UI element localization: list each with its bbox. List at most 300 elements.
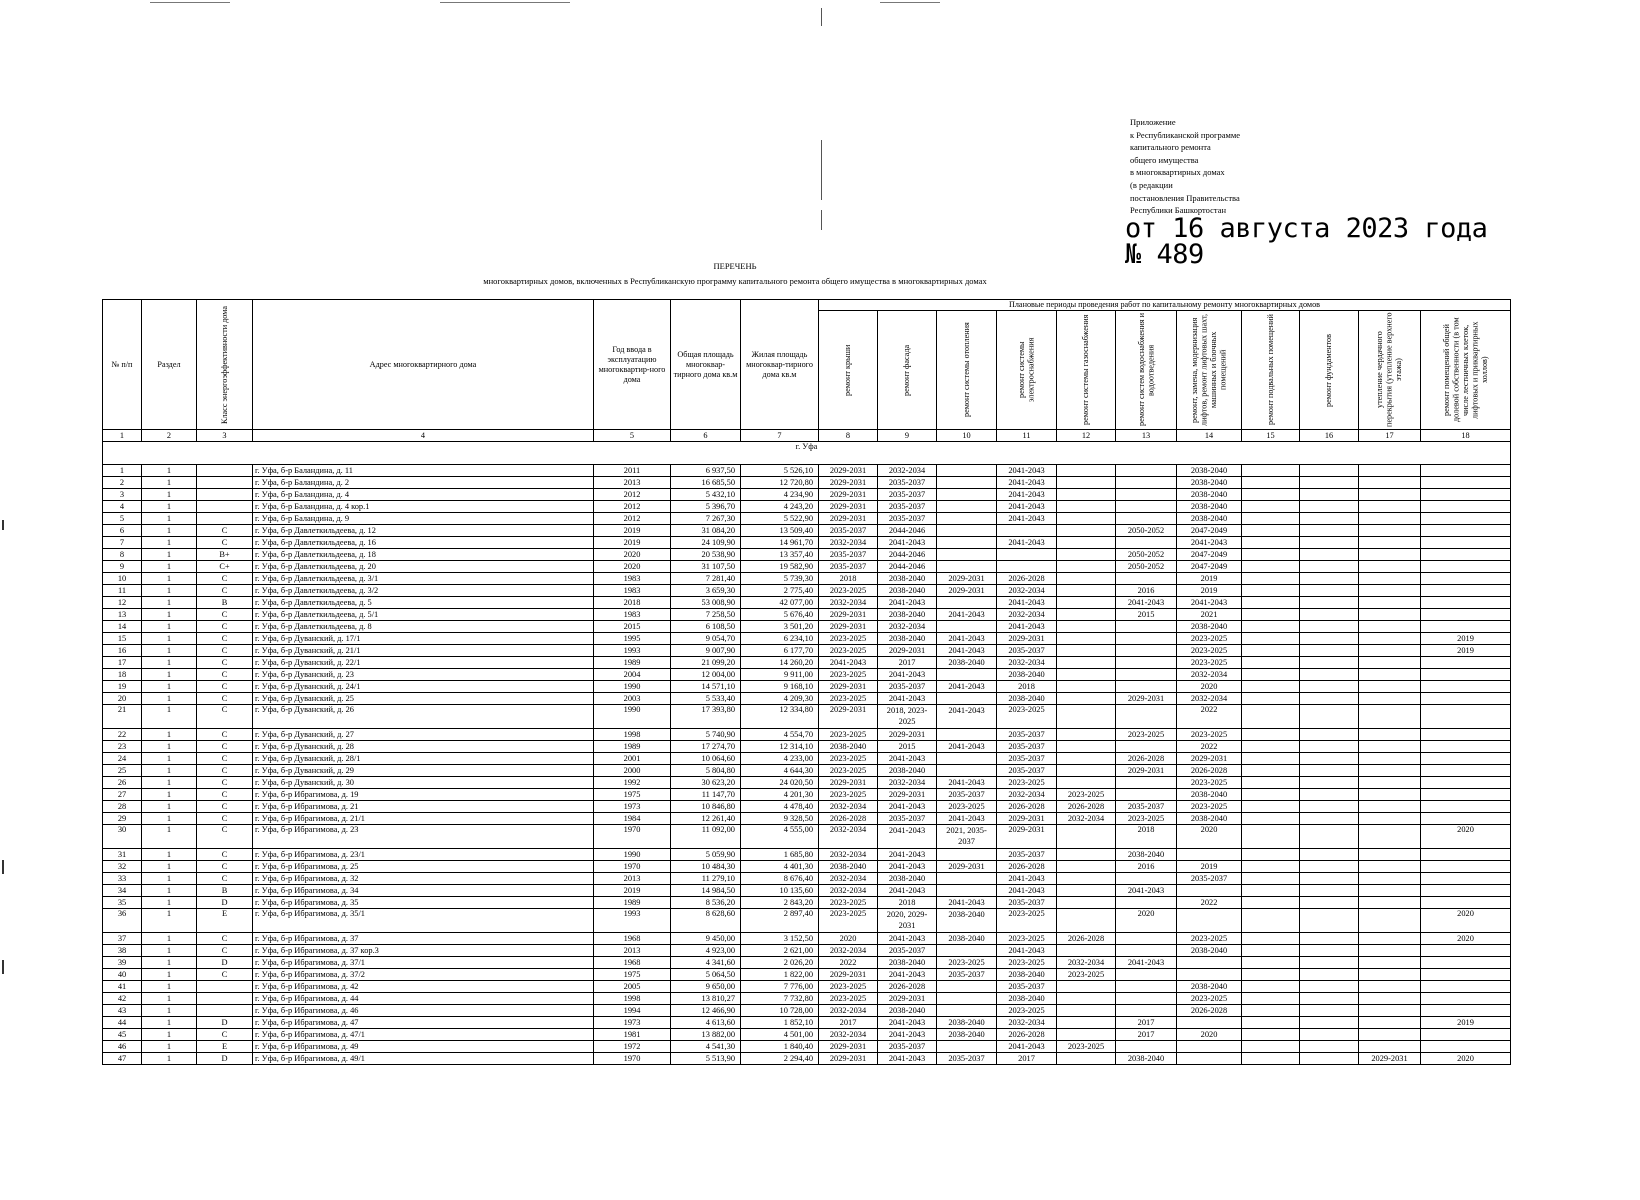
table-cell [1242, 753, 1300, 765]
table-cell: 2032-2034 [1057, 957, 1116, 969]
scan-artifact-line [440, 2, 570, 3]
table-cell [1242, 789, 1300, 801]
table-cell [1242, 1053, 1300, 1065]
table-cell [1359, 825, 1421, 849]
table-cell: 2023-2025 [819, 633, 878, 645]
table-cell: 26 [103, 777, 142, 789]
table-cell [1421, 537, 1511, 549]
table-cell: 2038-2040 [1177, 513, 1242, 525]
table-cell [1300, 597, 1359, 609]
header-section: Раздел [142, 300, 197, 430]
table-cell: 2015 [1116, 609, 1177, 621]
table-cell: 1995 [594, 633, 671, 645]
table-cell: 2 294,40 [741, 1053, 819, 1065]
table-cell: 1968 [594, 933, 671, 945]
table-cell [1359, 849, 1421, 861]
table-cell [1421, 489, 1511, 501]
table-cell: г. Уфа, б-р Баландина, д. 4 кор.1 [253, 501, 594, 513]
table-cell: 11 [103, 585, 142, 597]
table-cell [1359, 1005, 1421, 1017]
table-cell [1421, 729, 1511, 741]
table-cell: 1 852,10 [741, 1017, 819, 1029]
table-cell: 2038-2040 [878, 609, 937, 621]
table-cell: 5 676,40 [741, 609, 819, 621]
table-cell [1057, 873, 1116, 885]
table-cell: 2041-2043 [997, 885, 1057, 897]
section-row [103, 442, 1511, 465]
table-cell: 28 [103, 801, 142, 813]
header-living-area: Жилая площадь многоквар-тирного дома кв.м [741, 300, 819, 430]
table-cell: 2041-2043 [997, 477, 1057, 489]
table-cell: С [197, 693, 253, 705]
table-cell: 2038-2040 [878, 765, 937, 777]
table-cell: 20 538,90 [671, 549, 741, 561]
table-cell [1300, 741, 1359, 753]
table-cell: г. Уфа, б-р Дуванский, д. 17/1 [253, 633, 594, 645]
table-cell [1359, 681, 1421, 693]
table-cell: 1983 [594, 573, 671, 585]
column-number: 5 [594, 430, 671, 442]
table-cell: 2029-2031 [819, 777, 878, 789]
table-cell: г. Уфа, б-р Баландина, д. 11 [253, 465, 594, 477]
table-cell [937, 501, 997, 513]
table-cell: 2026-2028 [819, 813, 878, 825]
table-cell [1057, 621, 1116, 633]
table-cell: 44 [103, 1017, 142, 1029]
table-cell: 7 267,30 [671, 513, 741, 525]
table-cell: 40 [103, 969, 142, 981]
table-cell: 12 720,80 [741, 477, 819, 489]
table-cell: 2041-2043 [937, 633, 997, 645]
table-cell [1242, 765, 1300, 777]
table-cell [1421, 1005, 1511, 1017]
table-cell: 5 432,10 [671, 489, 741, 501]
table-cell [1242, 513, 1300, 525]
table-cell [1300, 897, 1359, 909]
table-cell [1057, 849, 1116, 861]
table-cell: 2018 [878, 897, 937, 909]
table-cell: 4 555,00 [741, 825, 819, 849]
table-cell: г. Уфа, б-р Дуванский, д. 30 [253, 777, 594, 789]
table-cell [937, 945, 997, 957]
table-cell [1300, 993, 1359, 1005]
table-cell [1300, 609, 1359, 621]
table-cell [1177, 885, 1242, 897]
table-cell [1359, 597, 1421, 609]
table-cell: 1 [142, 1017, 197, 1029]
table-cell: 2019 [1421, 1017, 1511, 1029]
table-cell [1359, 609, 1421, 621]
table-cell: С [197, 741, 253, 753]
table-cell: 17 [103, 657, 142, 669]
table-cell: 2041-2043 [1177, 537, 1242, 549]
table-cell: г. Уфа, б-р Дуванский, д. 23 [253, 669, 594, 681]
table-cell: 2029-2031 [819, 465, 878, 477]
table-cell: 9 054,70 [671, 633, 741, 645]
table-cell: 17 393,80 [671, 705, 741, 729]
table-cell [1359, 585, 1421, 597]
table-cell [1300, 885, 1359, 897]
table-cell [1421, 885, 1511, 897]
table-cell: 2038-2040 [1177, 813, 1242, 825]
table-cell: 15 [103, 633, 142, 645]
table-cell: 1 [142, 585, 197, 597]
table-row [103, 1041, 1511, 1053]
table-cell [1057, 897, 1116, 909]
table-cell: 2032-2034 [1177, 669, 1242, 681]
table-cell: 2035-2037 [937, 969, 997, 981]
table-cell: 2020, 2029-2031 [878, 909, 937, 933]
table-cell: г. Уфа, б-р Дуванский, д. 21/1 [253, 645, 594, 657]
table-cell [1116, 477, 1177, 489]
table-cell: 2029-2031 [997, 825, 1057, 849]
table-cell: 1 [142, 753, 197, 765]
table-cell: В [197, 597, 253, 609]
table-cell [1057, 501, 1116, 513]
table-cell: 2019 [1421, 645, 1511, 657]
table-cell: 33 [103, 873, 142, 885]
table-cell: 2026-2028 [1177, 1005, 1242, 1017]
table-cell: 2 026,20 [741, 957, 819, 969]
table-cell [937, 465, 997, 477]
table-cell [1242, 813, 1300, 825]
table-cell: 2029-2031 [1359, 1053, 1421, 1065]
table-cell [197, 477, 253, 489]
table-cell: 2017 [819, 1017, 878, 1029]
table-cell: С [197, 705, 253, 729]
table-cell [1300, 561, 1359, 573]
table-cell: г. Уфа, б-р Ибрагимова, д. 35/1 [253, 909, 594, 933]
column-number: 18 [1421, 430, 1511, 442]
table-cell: г. Уфа, б-р Ибрагимова, д. 47/1 [253, 1029, 594, 1041]
table-cell [1116, 669, 1177, 681]
table-cell [1421, 897, 1511, 909]
table-cell: 2041-2043 [997, 513, 1057, 525]
table-cell [1242, 873, 1300, 885]
table-cell: 2018 [997, 681, 1057, 693]
scan-edge-mark [2, 520, 4, 530]
header-total-area: Общая площадь многоквар-тирного дома кв.м [671, 300, 741, 430]
annex-line: капитального ремонта [1130, 142, 1211, 153]
table-cell [1359, 801, 1421, 813]
table-cell [1421, 801, 1511, 813]
table-cell: г. Уфа, б-р Давлеткильдеева, д. 20 [253, 561, 594, 573]
table-cell [1242, 633, 1300, 645]
table-cell [1116, 657, 1177, 669]
table-cell [1116, 621, 1177, 633]
column-number: 8 [819, 430, 878, 442]
table-cell: 1970 [594, 1053, 671, 1065]
table-row [103, 657, 1511, 669]
table-cell [1421, 501, 1511, 513]
table-cell: 1 [142, 657, 197, 669]
table-cell [937, 621, 997, 633]
table-cell [1421, 573, 1511, 585]
table-row [103, 693, 1511, 705]
table-cell: 2013 [594, 945, 671, 957]
table-cell: 12 334,80 [741, 705, 819, 729]
table-cell: 2019 [1177, 573, 1242, 585]
scan-edge-mark [2, 960, 4, 974]
table-cell: 53 008,90 [671, 597, 741, 609]
table-cell: 16 [103, 645, 142, 657]
table-cell [1359, 537, 1421, 549]
table-cell [937, 693, 997, 705]
table-cell: 12 466,90 [671, 1005, 741, 1017]
table-cell [1421, 525, 1511, 537]
table-cell: 2041-2043 [997, 621, 1057, 633]
table-cell: 2023-2025 [997, 777, 1057, 789]
table-cell: 2021 [1177, 609, 1242, 621]
table-cell: 1 [142, 477, 197, 489]
table-cell: 6 234,10 [741, 633, 819, 645]
table-cell: 2016 [1116, 861, 1177, 873]
table-cell: 2029-2031 [878, 645, 937, 657]
table-cell [1359, 525, 1421, 537]
table-cell [1421, 849, 1511, 861]
table-cell: г. Уфа, б-р Баландина, д. 9 [253, 513, 594, 525]
table-cell: 2018 [594, 597, 671, 609]
table-cell [1116, 1005, 1177, 1017]
table-cell: 5 [103, 513, 142, 525]
table-cell: 2041-2043 [1116, 957, 1177, 969]
table-cell: 1983 [594, 585, 671, 597]
table-cell: 1 [142, 549, 197, 561]
table-cell: 1990 [594, 705, 671, 729]
table-cell: 2029-2031 [819, 681, 878, 693]
table-cell: 2038-2040 [937, 657, 997, 669]
table-cell: 2035-2037 [997, 741, 1057, 753]
table-cell: 1 [142, 1053, 197, 1065]
table-cell: 2041-2043 [937, 681, 997, 693]
table-cell [937, 885, 997, 897]
table-cell [1300, 669, 1359, 681]
table-cell [1359, 789, 1421, 801]
table-cell: 2022 [1177, 705, 1242, 729]
table-cell: 2020 [1421, 933, 1511, 945]
table-cell: 11 147,70 [671, 789, 741, 801]
table-cell [1242, 537, 1300, 549]
column-number: 14 [1177, 430, 1242, 442]
table-cell: С [197, 621, 253, 633]
header-address: Адрес многоквартирного дома [253, 300, 594, 430]
table-cell [1421, 693, 1511, 705]
table-cell [1116, 501, 1177, 513]
table-cell [1242, 897, 1300, 909]
table-cell: 2038-2040 [1177, 945, 1242, 957]
table-cell [1242, 657, 1300, 669]
table-cell: 14 571,10 [671, 681, 741, 693]
table-cell: г. Уфа, б-р Ибрагимова, д. 42 [253, 981, 594, 993]
table-cell: 9 650,00 [671, 981, 741, 993]
table-cell: 2020 [594, 549, 671, 561]
table-cell [1177, 849, 1242, 861]
table-cell: 46 [103, 1041, 142, 1053]
table-cell: г. Уфа, б-р Ибрагимова, д. 34 [253, 885, 594, 897]
table-row [103, 789, 1511, 801]
table-cell: 1 [142, 537, 197, 549]
table-cell: 2041-2043 [937, 645, 997, 657]
table-cell: 2020 [1177, 1029, 1242, 1041]
table-row [103, 957, 1511, 969]
table-cell: 10 064,60 [671, 753, 741, 765]
header-group-row [103, 300, 1511, 311]
header-basement: ремонт подвальных помещений [1242, 311, 1300, 430]
table-cell: 2035-2037 [878, 501, 937, 513]
header-elevators: ремонт, замена, модернизация лифтов, ремонт лифтовых шахт, машинных и блочных помещений [1177, 311, 1242, 430]
table-cell: 1 [142, 741, 197, 753]
table-cell [1242, 477, 1300, 489]
table-cell: 2023-2025 [819, 993, 878, 1005]
table-cell: 2 775,40 [741, 585, 819, 597]
table-cell: 2015 [878, 741, 937, 753]
table-cell: 34 [103, 885, 142, 897]
table-cell [1057, 645, 1116, 657]
table-cell: 2038-2040 [1177, 465, 1242, 477]
table-cell [1300, 681, 1359, 693]
table-cell [1421, 561, 1511, 573]
table-cell: 2032-2034 [997, 789, 1057, 801]
table-cell: 4 478,40 [741, 801, 819, 813]
table-cell: 2038-2040 [1177, 789, 1242, 801]
table-cell: 3 [103, 489, 142, 501]
table-cell: 14 984,50 [671, 885, 741, 897]
table-cell: 1970 [594, 825, 671, 849]
table-cell: 23 [103, 741, 142, 753]
table-cell [1116, 969, 1177, 981]
table-row [103, 753, 1511, 765]
table-cell: 2022 [1177, 741, 1242, 753]
table-cell: 2023-2025 [819, 729, 878, 741]
table-cell [1359, 873, 1421, 885]
table-cell: 2023-2025 [819, 909, 878, 933]
table-cell [1421, 597, 1511, 609]
table-cell: 1 685,80 [741, 849, 819, 861]
table-cell: 22 [103, 729, 142, 741]
table-cell: 2044-2046 [878, 549, 937, 561]
table-cell [1359, 513, 1421, 525]
table-cell [1300, 849, 1359, 861]
table-cell: 7 776,00 [741, 981, 819, 993]
table-cell: 47 [103, 1053, 142, 1065]
table-cell: 2038-2040 [1116, 1053, 1177, 1065]
table-cell: 2047-2049 [1177, 525, 1242, 537]
table-cell: 2017 [1116, 1017, 1177, 1029]
table-cell [1242, 729, 1300, 741]
section-city: г. Уфа [103, 442, 1511, 465]
table-cell [1421, 1041, 1511, 1053]
table-cell: 12 314,10 [741, 741, 819, 753]
table-cell: 2038-2040 [937, 1017, 997, 1029]
table-cell [1242, 585, 1300, 597]
table-cell: г. Уфа, б-р Ибрагимова, д. 46 [253, 1005, 594, 1017]
table-cell: 2032-2034 [997, 657, 1057, 669]
table-cell [1300, 909, 1359, 933]
table-cell: 4 341,60 [671, 957, 741, 969]
table-cell [1057, 993, 1116, 1005]
table-cell: 2032-2034 [819, 537, 878, 549]
table-cell: г. Уфа, б-р Дуванский, д. 22/1 [253, 657, 594, 669]
column-number: 16 [1300, 430, 1359, 442]
table-cell [1057, 525, 1116, 537]
table-cell: 2023-2025 [1177, 777, 1242, 789]
table-cell: г. Уфа, б-р Давлеткильдеева, д. 8 [253, 621, 594, 633]
table-cell: 1 [142, 621, 197, 633]
table-cell: 2023-2025 [1177, 933, 1242, 945]
table-cell [1421, 621, 1511, 633]
table-cell: 2038-2040 [997, 693, 1057, 705]
table-cell: 2035-2037 [997, 981, 1057, 993]
table-cell [1300, 1005, 1359, 1017]
table-cell: 2012 [594, 513, 671, 525]
table-cell [1242, 573, 1300, 585]
header-facade: ремонт фасада [878, 311, 937, 430]
table-cell: 2023-2025 [819, 765, 878, 777]
table-cell: 4 923,00 [671, 945, 741, 957]
table-cell: 1 [142, 1041, 197, 1053]
table-cell [1421, 465, 1511, 477]
table-cell: 8 [103, 549, 142, 561]
table-cell [1300, 777, 1359, 789]
table-cell: 2041-2043 [997, 465, 1057, 477]
table-cell: г. Уфа, б-р Ибрагимова, д. 37/1 [253, 957, 594, 969]
table-cell: 1968 [594, 957, 671, 969]
table-cell: 2032-2034 [819, 801, 878, 813]
table-cell: 1973 [594, 1017, 671, 1029]
header-number: № п/п [103, 300, 142, 430]
table-cell [1421, 945, 1511, 957]
table-row [103, 645, 1511, 657]
table-cell: 2029-2031 [819, 705, 878, 729]
houses-table [102, 299, 1511, 1065]
table-cell: 2032-2034 [1057, 813, 1116, 825]
table-cell [937, 765, 997, 777]
table-cell [1242, 609, 1300, 621]
table-cell [1421, 993, 1511, 1005]
table-cell: 2018 [1116, 825, 1177, 849]
table-cell: 32 [103, 861, 142, 873]
table-row [103, 813, 1511, 825]
table-cell: 9 168,10 [741, 681, 819, 693]
table-cell: г. Уфа, б-р Ибрагимова, д. 21 [253, 801, 594, 813]
table-cell: 2035-2037 [878, 477, 937, 489]
table-cell: г. Уфа, б-р Давлеткильдеева, д. 16 [253, 537, 594, 549]
table-cell: 2029-2031 [1116, 765, 1177, 777]
table-cell: 2038-2040 [878, 957, 937, 969]
table-cell [1116, 993, 1177, 1005]
table-cell: 2038-2040 [1177, 477, 1242, 489]
table-cell [1057, 777, 1116, 789]
table-cell: 2015 [594, 621, 671, 633]
table-cell: 1 [142, 489, 197, 501]
table-cell: г. Уфа, б-р Дуванский, д. 25 [253, 693, 594, 705]
table-cell [1300, 693, 1359, 705]
table-cell: 1 [142, 993, 197, 1005]
table-cell: 2022 [1177, 897, 1242, 909]
table-cell: г. Уфа, б-р Дуванский, д. 28 [253, 741, 594, 753]
table-cell: 31 107,50 [671, 561, 741, 573]
table-cell: 2041-2043 [878, 753, 937, 765]
table-cell [1242, 1017, 1300, 1029]
table-cell [1057, 489, 1116, 501]
table-cell [1300, 1017, 1359, 1029]
table-cell: г. Уфа, б-р Ибрагимова, д. 37/2 [253, 969, 594, 981]
table-cell [1359, 657, 1421, 669]
table-cell [1421, 585, 1511, 597]
table-cell [1057, 981, 1116, 993]
table-cell [1057, 705, 1116, 729]
table-cell [197, 465, 253, 477]
